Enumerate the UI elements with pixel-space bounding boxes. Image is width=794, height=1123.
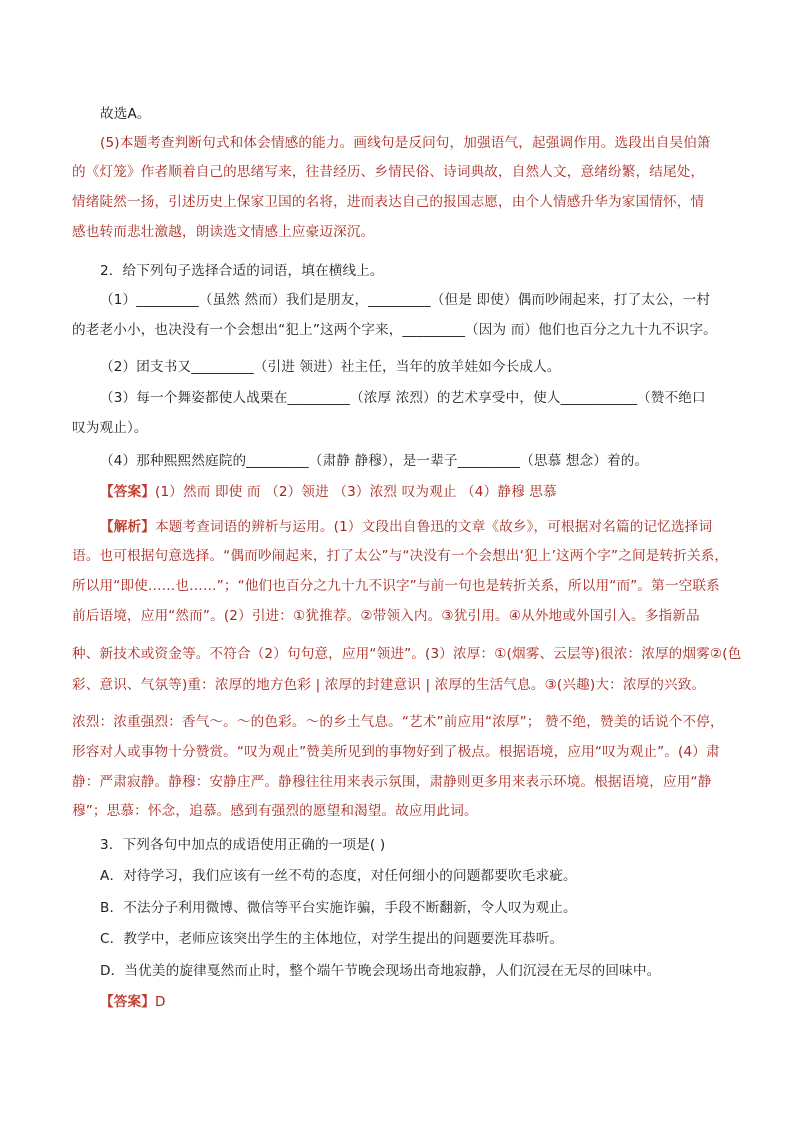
explanation-line: 静：严肃寂静。静穆：安静庄严。静穆往往用来表示氛围，肃静则更多用来表示环境。根据语境，应用“静 — [72, 774, 712, 790]
question-3-title: 3．下列各句中加点的成语使用正确的一项是( ) — [100, 837, 386, 853]
question-line: （4）那种熙熙然庭院的_________（肃静 静穆），是一辈子_________（思慕 想念）着的。 — [100, 453, 649, 469]
explanation-line: 浓烈：浓重强烈：香气～。～的色彩。～的乡土气息。“艺术”前应用“浓厚”； 赞不绝，赞美的话说个不停， — [72, 714, 724, 730]
explanation-tag: 【解析】 — [100, 519, 155, 535]
answer-line — [100, 992, 722, 1012]
question-line: 叹为观止）。 — [72, 420, 148, 436]
explanation-text: 本题考查词语的辨析与运用。(1）文段出自鲁迅的文章《故乡》，可根据对名篇的记忆选择词 — [154, 519, 713, 535]
explanation-line: 形容对人或事物十分赞赏。“叹为观止”赞美所见到的事物好到了极点。根据语境，应用“叹为观止”。(4）肃 — [72, 744, 720, 760]
answer-tag: 【答案】 — [100, 994, 155, 1010]
answer-line — [100, 482, 722, 502]
question-line: （3）每一个舞姿都使人战栗在_________（浓厚 浓烈）的艺术享受中，使人___________（赞不绝口 — [100, 390, 706, 406]
explanation-line: 前后语境，应用“然而”。(2）引进：①犹推荐。②带领入内。③犹引用。④从外地或外国引入。多指新品 — [72, 608, 700, 624]
explanation-line: 彩、意识、气氛等)重：浓厚的地方色彩 | 浓厚的封建意识 | 浓厚的生活气息。③(兴趣)大：浓厚的兴致。 — [72, 677, 706, 693]
option-a: A．对待学习，我们应该有一丝不苟的态度，对任何细小的问题都要吹毛求疵。 — [100, 868, 577, 884]
explanation-line: 穆”；思慕：怀念，追慕。感到有强烈的愿望和渴望。故应用此词。 — [72, 803, 478, 819]
question-line: （1）_________（虽然 然而）我们是朋友，_________（但是 即使）偶而吵闹起来，打了太公，一村 — [100, 292, 711, 308]
explanation-line: 所以用“即使……也……”；“他们也百分之九十九不识字”与前一句也是转折关系，所以用“而”。第一空联系 — [72, 578, 720, 594]
option-b: B．不法分子利用微博、微信等平台实施诈骗，手段不断翻新，令人叹为观止。 — [100, 900, 577, 916]
explanation-line: 语。也可根据句意选择。“偶而吵闹起来，打了太公”与“决没有一个会想出‘犯上’这两个字”之间是转折关系， — [72, 548, 729, 564]
explanation-line: 种、新技术或资金等。不符合（2）句句意，应用“领进”。(3）浓厚：①(烟雾、云层等)很浓：浓厚的烟雾②(色 — [72, 646, 742, 662]
question-line: 的老老小小，也决没有一个会想出“犯上”这两个字来，_________（因为 而）他们也百分之九十九不识字。 — [72, 322, 717, 338]
option-c: C．教学中，老师应该突出学生的主体地位，对学生提出的问题要洗耳恭听。 — [100, 931, 564, 947]
answer-text: D — [154, 994, 166, 1010]
analysis-line: 感也转而悲壮激越，朗读选文情感上应豪迈深沉。 — [72, 224, 375, 240]
explanation-line — [100, 517, 722, 537]
analysis-line: (5)本题考查判断句式和体会情感的能力。画线句是反问句，加强语气，起强调作用。选段出自吴伯箫 — [100, 135, 711, 151]
analysis-line: 情绪陡然一扬，引述历史上保家卫国的名将，进而表达自己的报国志愿，由个人情感升华为家国情怀，情 — [72, 194, 705, 210]
answer-text: (1）然而 即使 而 （2）领进 （3）浓烈 叹为观止 （4）静穆 思慕 — [154, 484, 557, 500]
option-d: D．当优美的旋律戛然而止时，整个端午节晚会现场出奇地寂静，人们沉浸在无尽的回味中。 — [100, 963, 661, 979]
answer-conclusion: 故选A。 — [100, 106, 151, 122]
question-line: （2）团支书又_________（引进 领进）社主任，当年的放羊娃如今长成人。 — [100, 359, 561, 375]
analysis-line: 的《灯笼》作者顺着自己的思绪写来，往昔经历、乡情民俗、诗词典故，自然人文，意绪纷繁，结尾处， — [72, 164, 705, 180]
answer-tag: 【答案】 — [100, 484, 155, 500]
question-2-title: 2．给下列句子选择合适的词语，填在横线上。 — [100, 263, 384, 279]
